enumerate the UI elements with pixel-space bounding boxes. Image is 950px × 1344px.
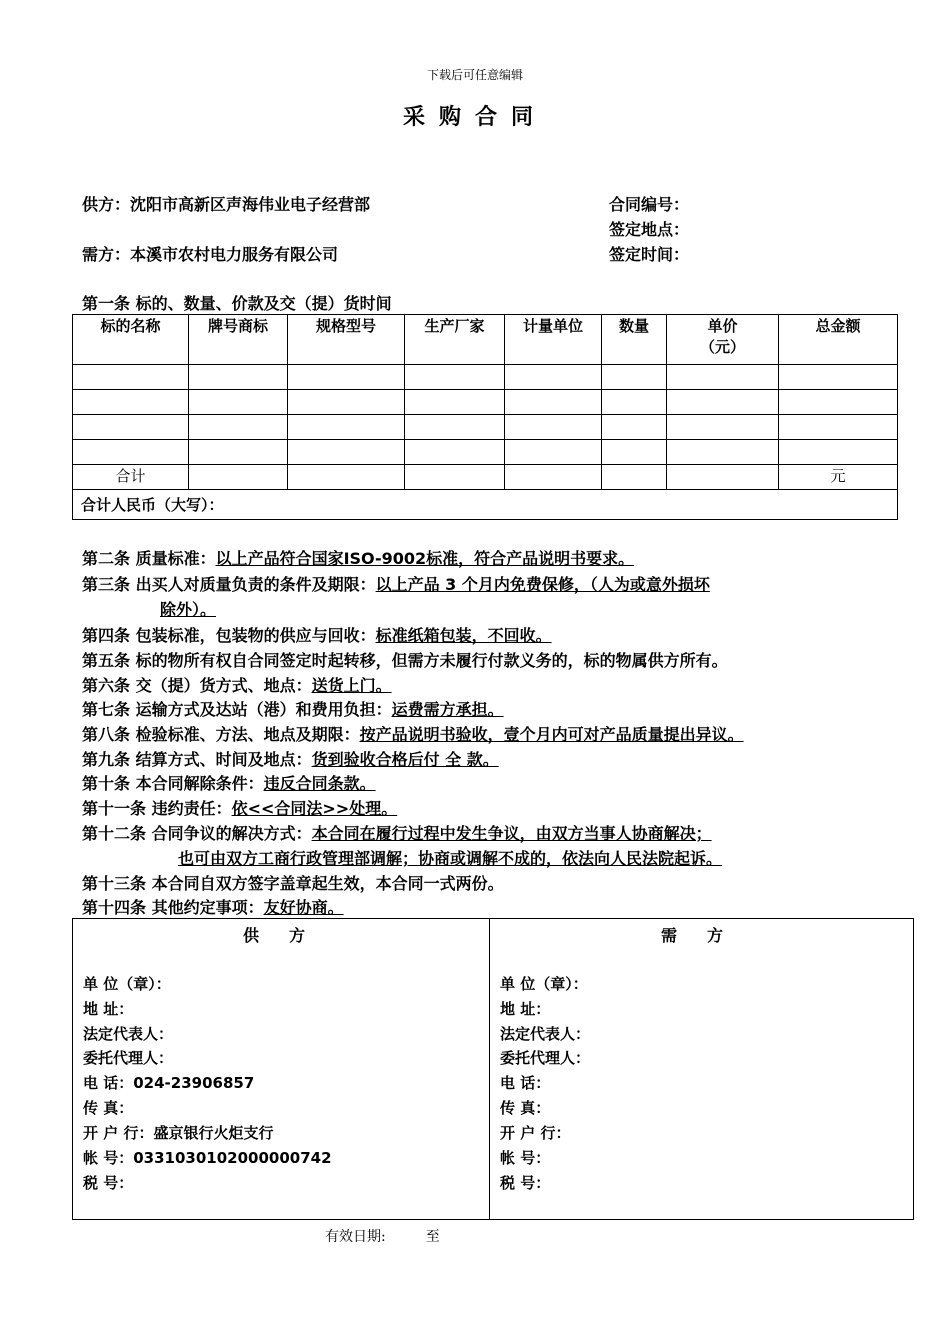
clause-prefix: 第五条 标的物所有权自合同签定时起转移，但需方未履行付款义务的，标的物属供方所有。 <box>82 651 728 670</box>
total-label: 合计 <box>73 465 189 490</box>
clause-prefix: 第十一条 违约责任： <box>82 799 232 818</box>
buyer-address: 地 址： <box>500 1000 551 1018</box>
unit-price-currency: （元） <box>699 338 745 356</box>
supplier-agent: 委托代理人： <box>83 1049 174 1067</box>
clause-12-continued <box>178 846 722 869</box>
table-row <box>73 365 898 390</box>
clause-content: 本合同在履行过程中发生争议，由双方当事人协商解决； <box>311 824 712 843</box>
col-header: 生产厂家 <box>405 315 505 365</box>
total-row <box>73 465 898 490</box>
clause-content: 送货上门。 <box>311 676 392 695</box>
supplier-account: 帐 号：0331030102000000742 <box>83 1149 332 1167</box>
clause-prefix: 第六条 交（提）货方式、地点： <box>82 676 312 695</box>
clause-4 <box>82 623 552 646</box>
buyer-unit: 单 位（章）： <box>500 975 588 993</box>
clause-14 <box>82 895 344 918</box>
unit-price-label: 单价 <box>707 317 738 335</box>
clause-13 <box>82 871 504 894</box>
clause-5 <box>82 648 728 671</box>
clause-content: 按产品说明书验收，壹个月内可对产品质量提出异议。 <box>359 725 744 744</box>
validity-label: 有效日期: <box>325 1229 386 1245</box>
col-header-unit-price <box>667 315 779 365</box>
clause-prefix: 第八条 检验标准、方法、地点及期限： <box>82 725 360 744</box>
article1-title: 第一条 标的、数量、价款及交（提）货时间 <box>82 294 392 313</box>
clause-content: 除外）。 <box>160 600 217 619</box>
clause-8 <box>82 722 744 745</box>
clause-content: 也可由双方工商行政管理部调解；协商或调解不成的，依法向人民法院起诉。 <box>178 849 723 868</box>
clause-10 <box>82 771 376 794</box>
supplier-legal-rep: 法定代表人： <box>83 1025 174 1043</box>
header-note: 下载后可任意编辑 <box>426 68 523 82</box>
clause-2 <box>82 546 634 569</box>
buyer-fax: 传 真： <box>500 1099 551 1117</box>
buyer-tax-id: 税 号： <box>500 1174 551 1192</box>
supplier-fax: 传 真： <box>83 1099 134 1117</box>
supplier-phone: 电 话：024-23906857 <box>83 1074 255 1092</box>
supplier-bank: 开 户 行：盛京银行火炬支行 <box>83 1124 274 1142</box>
clause-prefix: 第四条 包装标准，包装物的供应与回收： <box>82 626 376 645</box>
clause-prefix: 第十四条 其他约定事项： <box>82 898 264 917</box>
goods-table <box>72 314 898 520</box>
validity-to: 至 <box>425 1229 440 1245</box>
clause-prefix: 第九条 结算方式、时间及地点： <box>82 750 312 769</box>
total-unit: 元 <box>779 465 898 490</box>
clause-12 <box>82 821 712 844</box>
document-title: 采购合同 <box>402 105 547 130</box>
buyer-phone: 电 话： <box>500 1074 551 1092</box>
col-header: 规格型号 <box>288 315 405 365</box>
supplier-name: 供方：沈阳市高新区声海伟业电子经营部 <box>82 195 371 214</box>
buyer-account: 帐 号： <box>500 1149 551 1167</box>
clause-content: 依<<合同法>>处理。 <box>231 799 398 818</box>
col-header: 数量 <box>602 315 667 365</box>
supplier-tax-id: 税 号： <box>83 1174 134 1192</box>
buyer-column-heading: 需方 <box>661 926 754 945</box>
table-row <box>73 390 898 415</box>
clause-6 <box>82 673 392 696</box>
sign-place-label: 签定地点： <box>609 220 690 239</box>
contract-number-label: 合同编号： <box>609 195 690 214</box>
clause-content: 违反合同条款。 <box>263 774 376 793</box>
sign-time-label: 签定时间： <box>609 245 690 264</box>
col-header: 标的名称 <box>73 315 189 365</box>
validity-date <box>325 1226 440 1246</box>
clause-content: 友好协商。 <box>263 898 344 917</box>
supplier-unit: 单 位（章）： <box>83 975 171 993</box>
supplier-column-heading: 供方 <box>243 926 336 945</box>
col-header: 总金额 <box>779 315 898 365</box>
table-header-row <box>73 315 898 365</box>
table-row <box>73 440 898 465</box>
table-row <box>73 415 898 440</box>
signature-block <box>72 918 914 1220</box>
clause-content: 货到验收合格后付 全 款。 <box>311 750 499 769</box>
clause-3 <box>82 572 710 595</box>
buyer-bank: 开 户 行： <box>500 1124 571 1142</box>
rmb-row <box>73 490 898 520</box>
clause-prefix: 第七条 运输方式及达站（港）和费用负担： <box>82 700 392 719</box>
buyer-legal-rep: 法定代表人： <box>500 1025 591 1043</box>
clause-3-continued <box>160 597 216 620</box>
signature-divider <box>489 919 490 1219</box>
buyer-agent: 委托代理人： <box>500 1049 591 1067</box>
rmb-total-label: 合计人民币（大写）： <box>73 490 898 520</box>
buyer-name: 需方：本溪市农村电力服务有限公司 <box>82 245 339 264</box>
col-header: 牌号商标 <box>189 315 288 365</box>
clause-prefix: 第三条 出买人对质量负责的条件及期限： <box>82 575 376 594</box>
clause-content: 以上产品符合国家ISO-9002标准，符合产品说明书要求。 <box>215 549 635 568</box>
supplier-address: 地 址： <box>83 1000 134 1018</box>
clause-prefix: 第十条 本合同解除条件： <box>82 774 264 793</box>
clause-content: 运费需方承担。 <box>391 700 504 719</box>
clause-prefix: 第十二条 合同争议的解决方式： <box>82 824 312 843</box>
clause-9 <box>82 747 499 770</box>
clause-content: 标准纸箱包装，不回收。 <box>375 626 552 645</box>
clause-content: 以上产品 3 个月内免费保修，（人为或意外损坏 <box>375 575 710 594</box>
col-header: 计量单位 <box>505 315 602 365</box>
clause-7 <box>82 697 504 720</box>
clause-prefix: 第十三条 本合同自双方签字盖章起生效，本合同一式两份。 <box>82 874 504 893</box>
clause-11 <box>82 796 397 819</box>
clause-prefix: 第二条 质量标准： <box>82 549 216 568</box>
